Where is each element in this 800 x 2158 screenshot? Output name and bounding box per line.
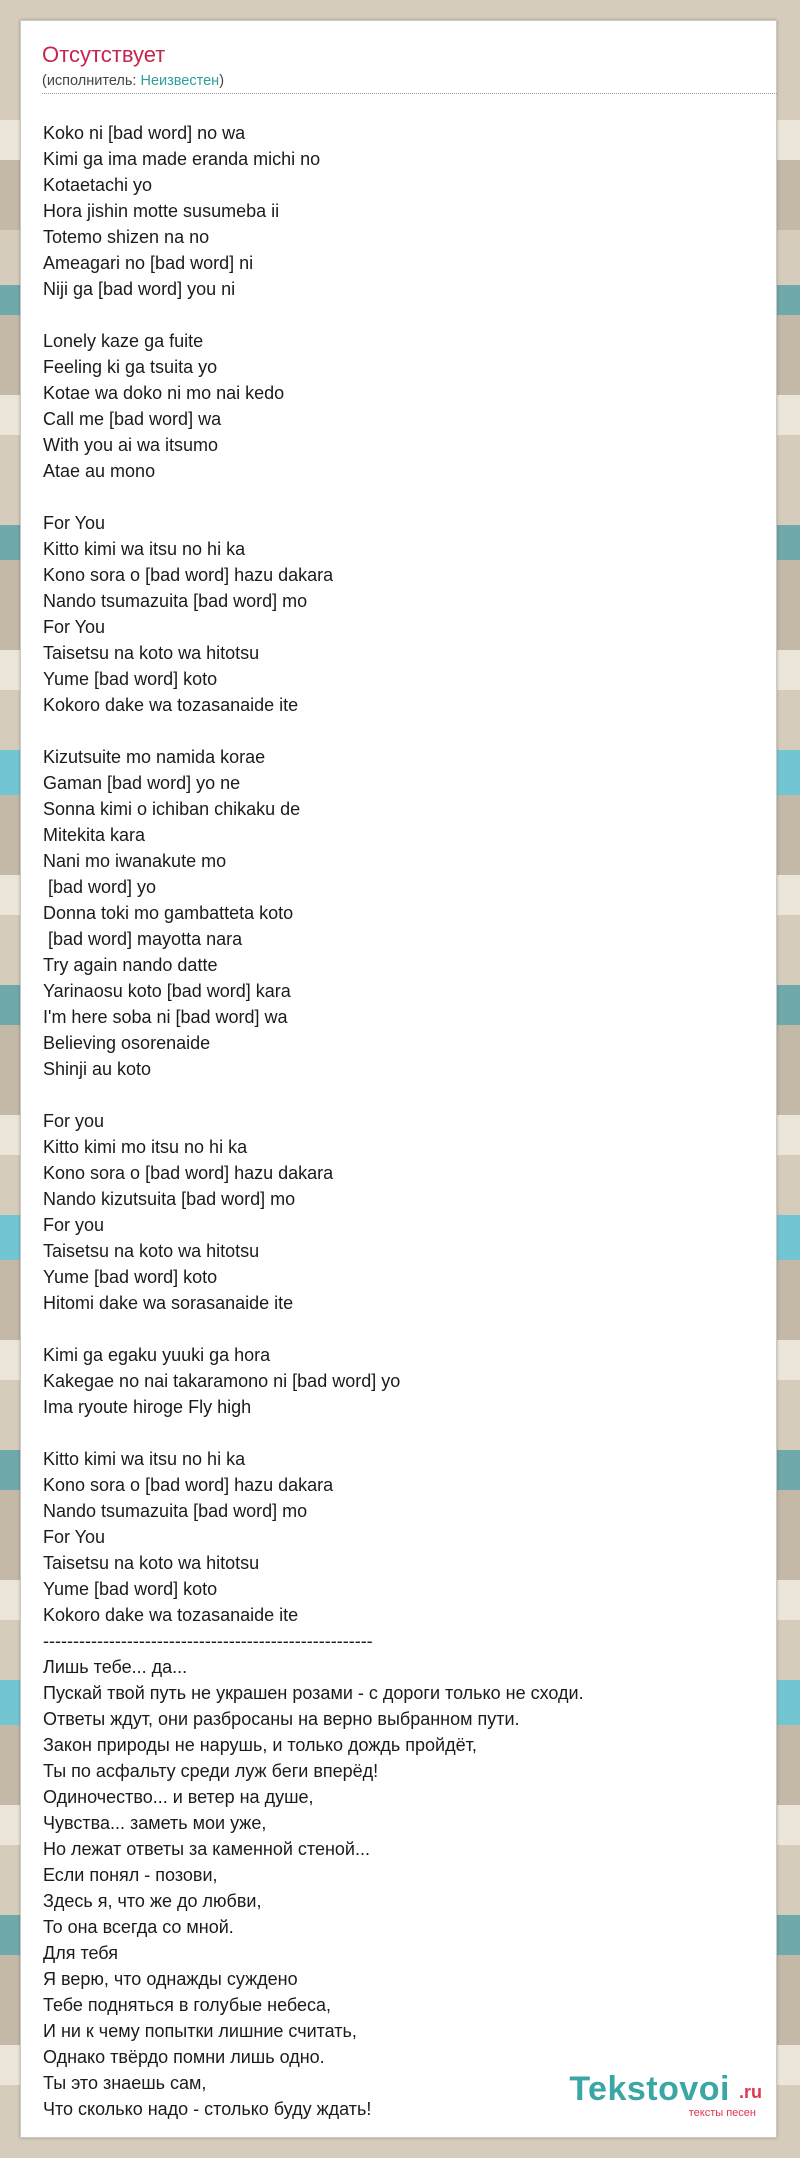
- lyric-line: Nando tsumazuita [bad word] mo: [43, 1501, 308, 1521]
- lyric-line: Одиночество... и ветер на душе,: [43, 1787, 314, 1807]
- lyric-line: Тебе подняться в голубые небеса,: [43, 1995, 332, 2015]
- stanza-break: [43, 302, 763, 328]
- lyric-line: Однако твёрдо помни лишь одно.: [43, 2047, 325, 2067]
- lyric-line: Niji ga [bad word] you ni: [43, 279, 236, 299]
- lyric-line: For You: [43, 1527, 106, 1547]
- lyric-line: Kakegae no nai takaramono ni [bad word] yo: [43, 1371, 401, 1391]
- lyric-line: Totemo shizen na no: [43, 227, 210, 247]
- lyric-line: Kono sora o [bad word] hazu dakara: [43, 1475, 334, 1495]
- lyric-line: Yume [bad word] koto: [43, 1579, 218, 1599]
- logo-wordmark: Tekstovoi: [569, 2070, 730, 2108]
- stanza-break: [43, 718, 763, 744]
- lyric-line: [bad word] yo: [43, 877, 157, 897]
- artist-line: [42, 72, 224, 90]
- artist-prefix: (исполнитель:: [42, 73, 141, 89]
- lyric-line: Kokoro dake wa tozasanaide ite: [43, 695, 299, 715]
- lyric-line: For you: [43, 1215, 105, 1235]
- lyric-line: Ты это знаешь сам,: [43, 2073, 207, 2093]
- lyric-line: Koko ni [bad word] no wa: [43, 123, 246, 143]
- lyric-line: With you ai wa itsumo: [43, 435, 219, 455]
- lyric-line: Nani mo iwanakute mo: [43, 851, 227, 871]
- lyric-line: Если понял - позови,: [43, 1865, 218, 1885]
- lyric-line: Gaman [bad word] yo ne: [43, 773, 241, 793]
- stanza-break: [43, 1082, 763, 1108]
- lyric-line: Taisetsu na koto wa hitotsu: [43, 643, 260, 663]
- lyric-line: Kono sora o [bad word] hazu dakara: [43, 565, 334, 585]
- lyric-line: Yume [bad word] koto: [43, 669, 218, 689]
- lyric-line: Believing osorenaide: [43, 1033, 211, 1053]
- lyric-line: Yume [bad word] koto: [43, 1267, 218, 1287]
- lyric-line: Call me [bad word] wa: [43, 409, 222, 429]
- site-logo[interactable]: [552, 2069, 762, 2121]
- song-title: Отсутствует: [42, 42, 166, 67]
- lyric-line: Kokoro dake wa tozasanaide ite: [43, 1605, 299, 1625]
- lyric-line: Ima ryoute hiroge Fly high: [43, 1397, 252, 1417]
- lyric-line: Sonna kimi o ichiban chikaku de: [43, 799, 301, 819]
- lyric-line: Kotae wa doko ni mo nai kedo: [43, 383, 285, 403]
- lyric-line: Лишь тебе... да...: [43, 1657, 188, 1677]
- lyric-line: Shinji au koto: [43, 1059, 152, 1079]
- lyric-line: Kotaetachi yo: [43, 175, 153, 195]
- lyric-line: Kizutsuite mo namida korae: [43, 747, 266, 767]
- lyric-line: Hitomi dake wa sorasanaide ite: [43, 1293, 294, 1313]
- lyric-line: Taisetsu na koto wa hitotsu: [43, 1241, 260, 1261]
- lyric-line: Закон природы не нарушь, и только дождь пройдёт,: [43, 1735, 477, 1755]
- lyric-line: Пускай твой путь не украшен розами - с дороги только не сходи.: [43, 1683, 584, 1703]
- lyric-line: Mitekita kara: [43, 825, 146, 845]
- lyric-line: Feeling ki ga tsuita yo: [43, 357, 218, 377]
- lyric-line: Donna toki mo gambatteta koto: [43, 903, 294, 923]
- lyric-line: Nando kizutsuita [bad word] mo: [43, 1189, 296, 1209]
- artist-suffix: ): [219, 73, 225, 89]
- lyric-line: То она всегда со мной.: [43, 1917, 234, 1937]
- lyric-line: Atae au mono: [43, 461, 156, 481]
- stanza-break: [43, 484, 763, 510]
- logo-tld: .ru: [738, 2082, 762, 2102]
- lyric-line: [bad word] mayotta nara: [43, 929, 243, 949]
- lyric-line: Я верю, что однажды суждено: [43, 1969, 298, 1989]
- logo-tagline: тексты песен: [688, 2107, 756, 2119]
- lyric-line: Для тебя: [43, 1943, 118, 1963]
- lyric-line: Ameagari no [bad word] ni: [43, 253, 254, 273]
- header-divider: [42, 93, 777, 94]
- lyric-line: Yarinaosu koto [bad word] kara: [43, 981, 291, 1001]
- lyrics-text: [43, 120, 763, 2122]
- lyric-line: For You: [43, 617, 106, 637]
- lyric-line: Kimi ga egaku yuuki ga hora: [43, 1345, 271, 1365]
- lyric-line: Kitto kimi wa itsu no hi ka: [43, 539, 246, 559]
- lyric-line: Try again nando datte: [43, 955, 218, 975]
- lyric-line: Здесь я, что же до любви,: [43, 1891, 262, 1911]
- lyric-line: Kitto kimi wa itsu no hi ka: [43, 1449, 246, 1469]
- lyric-line: I'm here soba ni [bad word] wa: [43, 1007, 288, 1027]
- lyric-line: Hora jishin motte susumeba ii: [43, 201, 280, 221]
- lyric-line: Kono sora o [bad word] hazu dakara: [43, 1163, 334, 1183]
- lyric-line: Kitto kimi mo itsu no hi ka: [43, 1137, 248, 1157]
- lyric-line: For You: [43, 513, 106, 533]
- stanza-break: [43, 1420, 763, 1446]
- lyric-line: Taisetsu na koto wa hitotsu: [43, 1553, 260, 1573]
- stanza-break: [43, 1316, 763, 1342]
- lyric-line: Ответы ждут, они разбросаны на верно выбранном пути.: [43, 1709, 520, 1729]
- lyric-line: Kimi ga ima made eranda michi no: [43, 149, 321, 169]
- lyric-line: И ни к чему попытки лишние считать,: [43, 2021, 357, 2041]
- lyric-line: For you: [43, 1111, 105, 1131]
- lyric-line: -------------------------------------------------------: [43, 1631, 373, 1651]
- lyric-line: Что сколько надо - столько буду ждать!: [43, 2099, 372, 2119]
- lyric-line: Чувства... заметь мои уже,: [43, 1813, 267, 1833]
- lyrics-card: [20, 20, 777, 2138]
- artist-link[interactable]: Неизвестен: [140, 73, 220, 89]
- lyric-line: Но лежат ответы за каменной стеной...: [43, 1839, 370, 1859]
- lyric-line: Nando tsumazuita [bad word] mo: [43, 591, 308, 611]
- lyric-line: Lonely kaze ga fuite: [43, 331, 204, 351]
- lyric-line: Ты по асфальту среди луж беги вперёд!: [43, 1761, 379, 1781]
